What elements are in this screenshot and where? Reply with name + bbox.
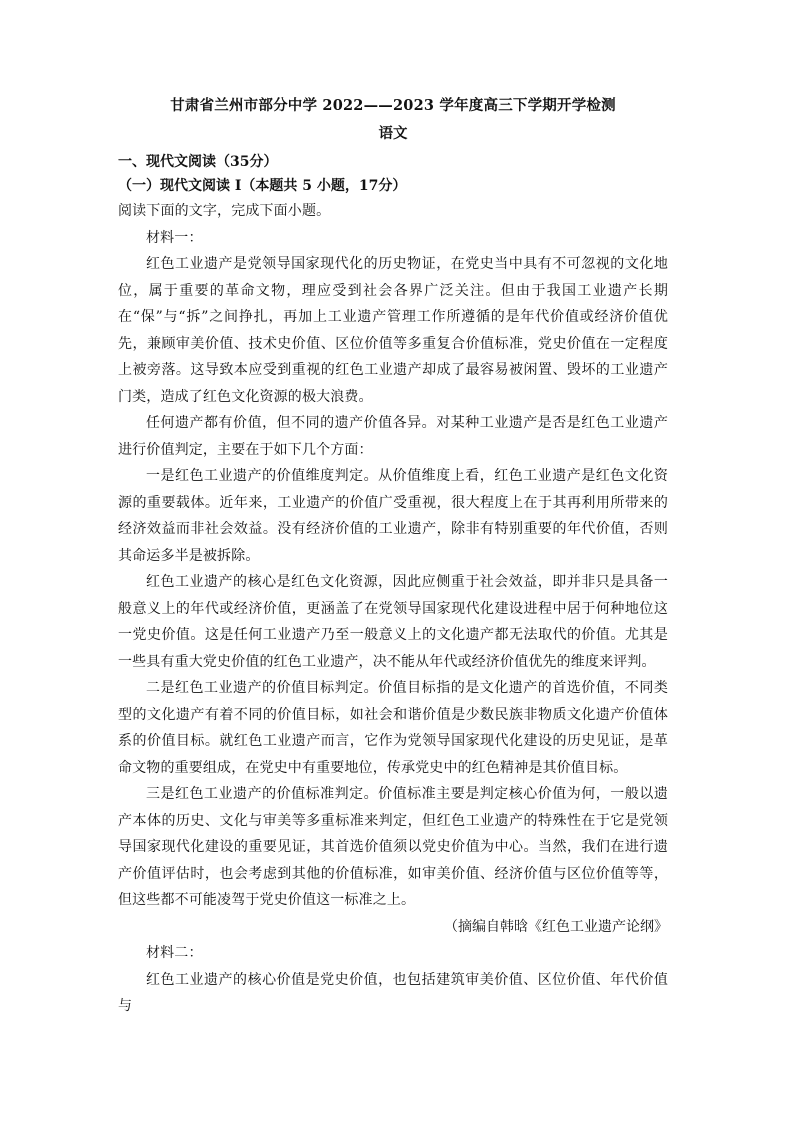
material-two-label: 材料二： <box>146 945 203 961</box>
paragraph: 红色工业遗产的核心是红色文化资源，因此应侧重于社会效益，即并非只是具备一般意义上的年代或经济价值，更涵盖了在党领导国家现代化建设进程中居于何种地位这一党史价值。这是任何工业遗产乃至一般意义上的文化遗产都无法取代的价值。尤其是一些具有重大党史价值的红色工业遗产，决不能从年代或经济价值优先的维度来评判。 <box>118 574 668 670</box>
paragraph: 红色工业遗产的核心价值是党史价值，也包括建筑审美价值、区位价值、年代价值与 <box>118 971 668 1014</box>
subject-title: 语文 <box>378 125 408 142</box>
paragraph: 三是红色工业遗产的价值标准判定。价值标准主要是判定核心价值为何，一般以遗产本体的历史、文化与审美等多重标准来判定，但红色工业遗产的特殊性在于它是党领导国家现代化建设的重要见证，其首选价值须以党史价值为中心。当然，我们在进行遗产价值评估时，也会考虑到其他的价值标准，如审美价值、经济价值与区位价值等等，但这些都不可能凌驾于党史价值这一标准之上。 <box>118 786 668 908</box>
exam-title: 甘肃省兰州市部分中学 2022——2023 学年度高三下学期开学检测 <box>170 97 616 114</box>
section-heading: 一、现代文阅读（35分） <box>118 154 278 170</box>
subsection-heading: （一）现代文阅读 I（本题共 5 小题，17分） <box>118 178 407 194</box>
instruction-text: 阅读下面的文字，完成下面小题。 <box>118 203 331 219</box>
source-citation: （摘编自韩晗《红色工业遗产论纲》 <box>444 918 668 935</box>
paragraph: 红色工业遗产是党领导国家现代化的历史物证，在党史当中具有不可忽视的文化地位，属于重要的革命文物，理应受到社会各界广泛关注。但由于我国工业遗产长期在“保”与“拆”之间挣扎，再加上工业遗产管理工作所遵循的是年代价值或经济价值优先，兼顾审美价值、技术史价值、区位价值等多重复合价值标准，党史价值在一定程度上被旁落。这导致本应受到重视的红色工业遗产却成了最容易被闲置、毁坏的工业遗产门类，造成了红色文化资源的极大浪费。 <box>118 256 668 405</box>
paragraph: 一是红色工业遗产的价值维度判定。从价值维度上看，红色工业遗产是红色文化资源的重要载体。近年来，工业遗产的价值广受重视，很大程度上在于其再利用所带来的经济效益而非社会效益。没有经济价值的工业遗产，除非有特别重要的年代价值，否则其命运多半是被拆除。 <box>118 468 668 564</box>
paragraph: 任何遗产都有价值，但不同的遗产价值各异。对某种工业遗产是否是红色工业遗产进行价值判定，主要在于如下几个方面： <box>118 415 668 458</box>
material-one-label: 材料一： <box>146 229 203 246</box>
paragraph: 二是红色工业遗产的价值目标判定。价值目标指的是文化遗产的首选价值，不同类型的文化遗产有着不同的价值目标，如社会和谐价值是少数民族非物质文化遗产价值体系的价值目标。就红色工业遗产而言，它作为党领导国家现代化建设的历史见证，是革命文物的重要组成，在党史中有重要地位，传承党史中的红色精神是其价值目标。 <box>118 680 668 776</box>
exam-page <box>118 96 668 1020</box>
